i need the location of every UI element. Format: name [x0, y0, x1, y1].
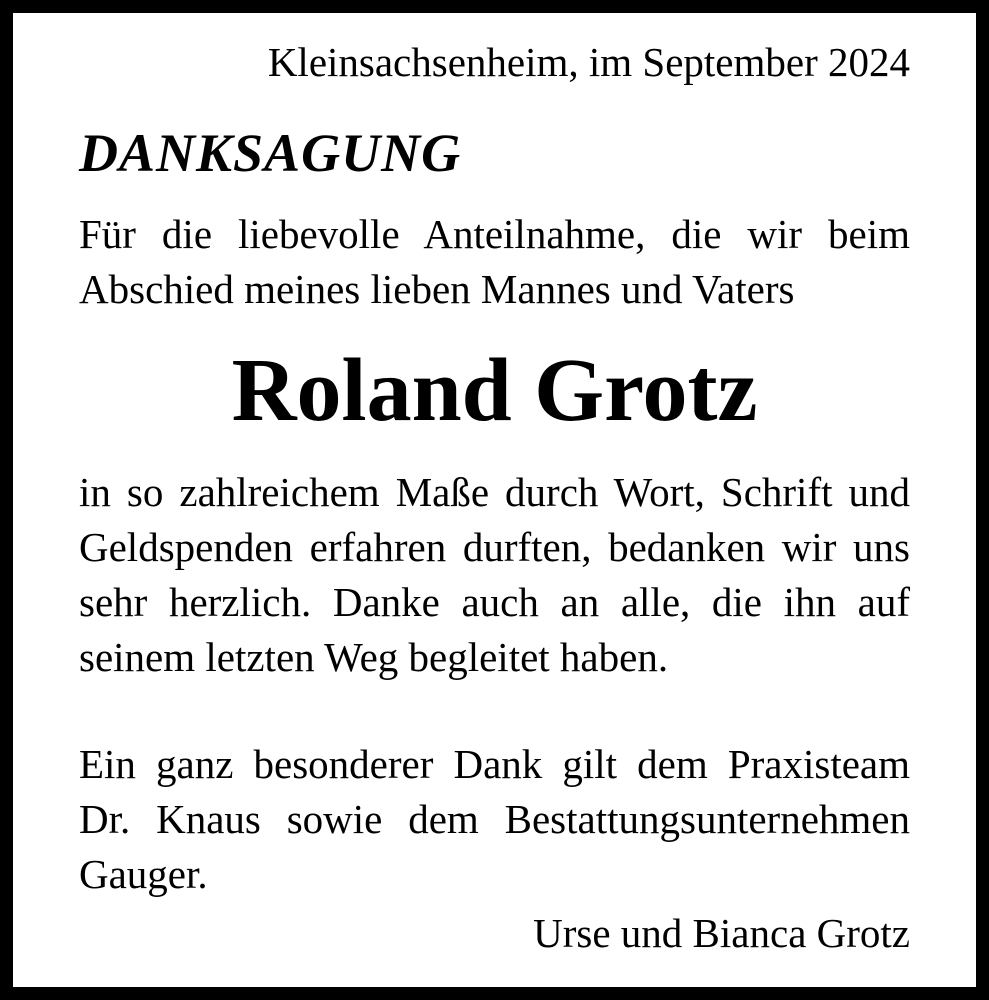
- body-line: sehr herzlich. Danke auch an alle, die ihn auf: [79, 579, 910, 625]
- intro-line: Für die liebevolle Anteilnahme, die wir beim: [79, 211, 910, 257]
- body-paragraph: [79, 465, 910, 685]
- thanks-line: Ein ganz besonderer Dank gilt dem Praxisteam: [79, 741, 910, 787]
- body-line: Geldspenden erfahren durften, bedanken wir uns: [79, 524, 910, 570]
- intro-paragraph: [79, 207, 910, 317]
- body-line: seinem letzten Weg begleitet haben.: [79, 634, 669, 680]
- thanks-paragraph: [79, 737, 910, 902]
- thanks-line: Dr. Knaus sowie dem Bestattungsunternehmen: [79, 796, 910, 842]
- dateline: Kleinsachsenheim, im September 2024: [267, 39, 910, 85]
- deceased-name: Roland Grotz: [231, 341, 758, 440]
- thanks-line: Gauger.: [79, 851, 208, 897]
- signature: Urse und Bianca Grotz: [533, 910, 910, 956]
- notice-heading: DANKSAGUNG: [79, 123, 462, 183]
- body-line: in so zahlreichem Maße durch Wort, Schrift und: [79, 469, 910, 515]
- intro-line: Abschied meines lieben Mannes und Vaters: [79, 266, 795, 312]
